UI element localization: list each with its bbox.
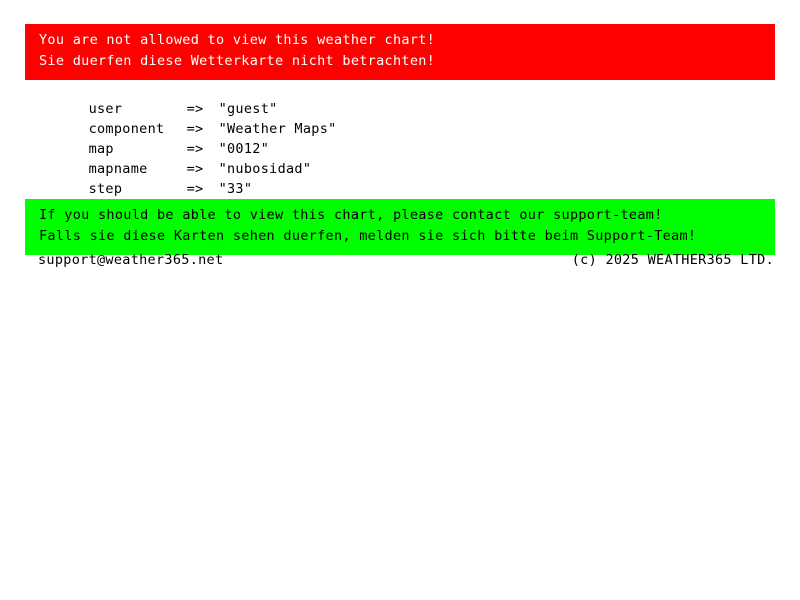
- error-banner: [25, 24, 775, 80]
- footer: [38, 250, 774, 270]
- parameter-value: "Weather Maps": [218, 121, 337, 137]
- support-banner-line-de: Falls sie diese Karten sehen duerfen, melden sie sich bitte beim Support-Team!: [39, 228, 697, 244]
- parameter-value: "nubosidad": [218, 161, 312, 177]
- support-email-link[interactable]: support@weather365.net: [38, 252, 224, 268]
- parameter-arrow: =>: [186, 141, 204, 157]
- parameter-arrow: =>: [186, 121, 204, 137]
- parameter-key: step: [88, 181, 123, 197]
- parameter-value: "guest": [218, 101, 278, 117]
- copyright-text: (c) 2025 WEATHER365 LTD.: [571, 252, 774, 268]
- parameter-row: [38, 79, 738, 117]
- error-banner-line-de: Sie duerfen diese Wetterkarte nicht betrachten!: [39, 53, 436, 69]
- parameter-key: user: [88, 101, 123, 117]
- parameter-arrow: =>: [186, 161, 204, 177]
- error-banner-line-en: You are not allowed to view this weather chart!: [39, 32, 436, 48]
- parameter-list: [38, 79, 738, 197]
- parameter-key: map: [88, 141, 114, 157]
- support-banner-line-en: If you should be able to view this chart, please contact our support-team!: [39, 207, 663, 223]
- parameter-key: component: [88, 121, 165, 137]
- parameter-arrow: =>: [186, 181, 204, 197]
- parameter-value: "33": [218, 181, 253, 197]
- parameter-key: mapname: [88, 161, 148, 177]
- parameter-value: "0012": [218, 141, 270, 157]
- support-banner: [25, 199, 775, 255]
- parameter-arrow: =>: [186, 101, 204, 117]
